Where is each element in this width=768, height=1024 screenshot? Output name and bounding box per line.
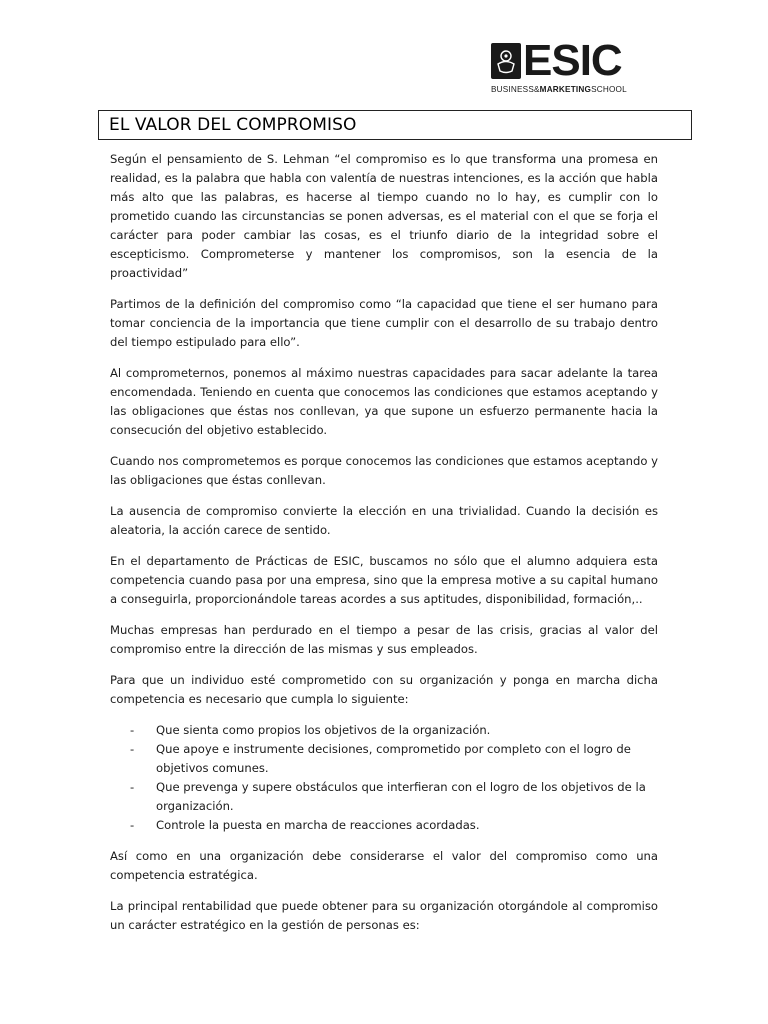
list-item <box>110 816 658 835</box>
esic-logo <box>491 36 659 98</box>
paragraph-definition: Partimos de la definición del compromiso como “la capacidad que tiene el ser humano para tomar conciencia de la importancia que tiene cumplir con el desarrollo de su trabajo dentro del tiempo estipulado para ello”. <box>110 297 658 349</box>
tagline-school: SCHOOL <box>591 85 627 94</box>
list-bullet: - <box>130 818 135 832</box>
list-bullet: - <box>130 780 135 794</box>
paragraph-esic-department: En el departamento de Prácticas de ESIC, buscamos no sólo que el alumno adquiera esta competencia cuando pasa por una empresa, sino que la empresa motive a su capital humano a conseguirla, proporcionándole tareas acordes a sus aptitudes, disponibilidad, formación,.. <box>110 554 658 606</box>
title-box <box>98 110 692 140</box>
list-bullet: - <box>130 723 135 737</box>
paragraph-capacities: Al comprometernos, ponemos al máximo nuestras capacidades para sacar adelante la tarea encomendada. Teniendo en cuenta que conocemos las condiciones que estamos aceptando y las obligaciones que éstas nos conllevan, ya que supone un esfuerzo permanente hacia la consecución del objetivo establecido. <box>110 366 658 437</box>
paragraph-conditions: Cuando nos comprometemos es porque conocemos las condiciones que estamos aceptando y las obligaciones que éstas conllevan. <box>110 454 658 487</box>
logo-row <box>491 36 659 85</box>
tagline-marketing: MARKETING <box>539 85 592 94</box>
list-item <box>110 721 658 740</box>
paragraph-companies: Muchas empresas han perdurado en el tiempo a pesar de las crisis, gracias al valor del compromiso entre la dirección de las mismas y sus empleados. <box>110 623 658 656</box>
list-item-text: Que prevenga y supere obstáculos que interfieran con el logro de los objetivos de la organización. <box>156 780 646 813</box>
list-item <box>110 778 658 816</box>
paragraph-lehman-quote: Según el pensamiento de S. Lehman “el compromiso es lo que transforma una promesa en realidad, es la palabra que habla con valentía de nuestras intenciones, es la acción que habla más alto que las palabras, es hacerse al tiempo cuando no lo hay, es cumplir con lo prometido cuando las circunstancias se ponen adversas, es el material con el que se forja el carácter para poder cambiar las cosas, es el triunfo diario de la integridad sobre el escepticismo. Comprometerse y mantener los compromisos, son la esencia de la proactividad” <box>110 152 658 280</box>
requirements-list <box>110 721 658 835</box>
list-bullet: - <box>130 742 135 756</box>
list-item-text: Que sienta como propios los objetivos de la organización. <box>156 723 491 737</box>
logo-wordmark: ESIC <box>523 36 622 85</box>
document-body <box>110 150 658 935</box>
paragraph-requirements: Para que un individuo esté comprometido con su organización y ponga en marcha dicha competencia es necesario que cumpla lo siguiente: <box>110 673 658 706</box>
list-item-text: Controle la puesta en marcha de reacciones acordadas. <box>156 818 480 832</box>
list-item <box>110 740 658 778</box>
tagline-business: BUSINESS& <box>491 85 540 94</box>
crest-icon <box>491 43 521 79</box>
paragraph-strategic-competence: Así como en una organización debe considerarse el valor del compromiso como una competencia estratégica. <box>110 849 658 882</box>
logo-tagline <box>491 85 659 94</box>
list-item-text: Que apoye e instrumente decisiones, comprometido por completo con el logro de objetivos comunes. <box>156 742 631 775</box>
paragraph-absence: La ausencia de compromiso convierte la elección en una trivialidad. Cuando la decisión es aleatoria, la acción carece de sentido. <box>110 504 658 537</box>
document-title: EL VALOR DEL COMPROMISO <box>109 115 357 135</box>
paragraph-main-profitability: La principal rentabilidad que puede obtener para su organización otorgándole al compromiso un carácter estratégico en la gestión de personas es: <box>110 899 658 932</box>
